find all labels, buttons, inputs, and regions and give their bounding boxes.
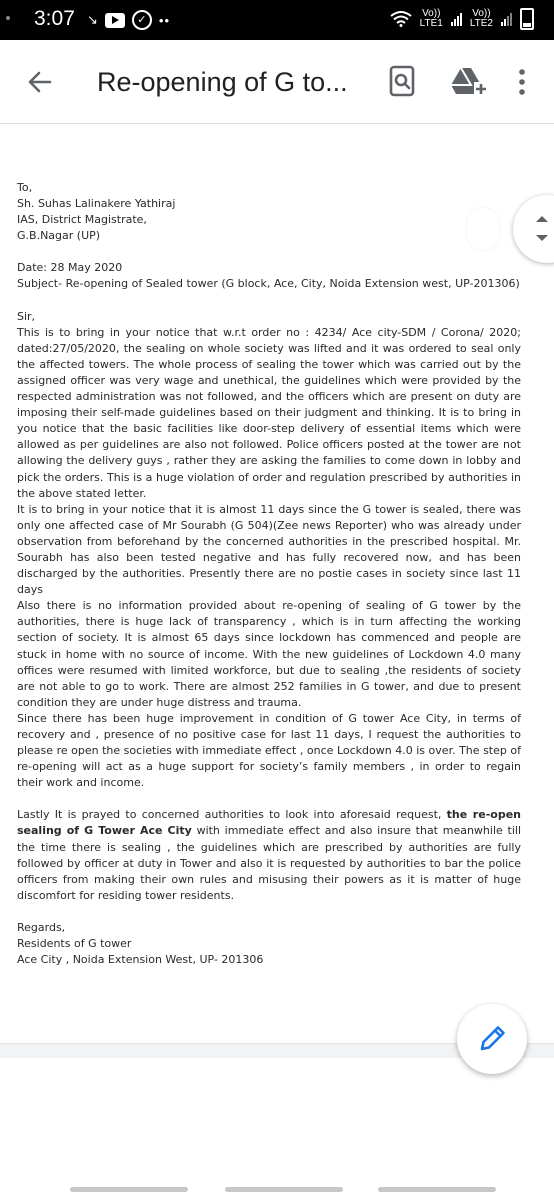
battery-icon <box>520 8 534 30</box>
app-bar-divider <box>0 123 554 124</box>
closing-line-3: Ace City , Noida Extension West, UP- 201306 <box>17 953 264 967</box>
paragraph-5-start: Lastly It is prayed to concerned authorities to look into aforesaid request, <box>17 808 447 822</box>
address-line-3: IAS, District Magistrate, <box>17 213 147 227</box>
address-line-4: G.B.Nagar (UP) <box>17 229 101 243</box>
paragraph-5-end: with immediate effect and also insure that meanwhile till the time there is sealing , the guidelines which are prescribed by authorities are fully followed by officer at duty in Tower and also it is requested by authorities to bar the police officers from making their own rules and misusing their powers as it is matter of huge discomfort for residing tower residents. <box>17 824 521 902</box>
edit-pencil-icon <box>457 1004 527 1074</box>
closing-line-1: Regards, <box>17 920 66 934</box>
paragraph-3: Also there is no information provided about re-opening of sealing of G tower by the authorities, there is huge lack of transparency , which is in turn affecting the working section of society. It is almost 65 days since lockdown has commenced and people are stuck in home with no source of income. With the new guidelines of Lockdown 4.0 many offices were resumed with limited workforce, but due to sealing ,the residents of society are not able to go to work. There are almost 252 families in G tower, and due to present condition they are under huge distress and trauma. <box>17 599 521 709</box>
scroll-button[interactable] <box>513 195 554 263</box>
more-notifications-icon: •• <box>158 12 171 28</box>
address-line-2: Sh. Suhas Lalinakere Yathiraj <box>17 197 176 211</box>
paragraph-5 <box>17 807 521 904</box>
more-vert-icon[interactable] <box>515 66 529 98</box>
notification-icons <box>87 10 170 30</box>
preview-search-icon[interactable] <box>387 64 419 98</box>
check-circle-icon: ✓ <box>132 10 152 30</box>
nav-handle-right <box>378 1187 496 1192</box>
volte2-text: Vo)) <box>472 8 491 19</box>
address-line-1: To, <box>17 181 33 194</box>
back-arrow-icon[interactable] <box>22 64 58 100</box>
status-time: 3:07 <box>34 7 75 30</box>
nav-handle-center <box>225 1187 343 1192</box>
date-line: Date: 28 May 2020 <box>17 261 123 275</box>
salutation: Sir, <box>17 309 36 323</box>
closing-line-2: Residents of G tower <box>17 937 132 951</box>
status-dot <box>6 16 10 20</box>
document-body <box>17 180 521 968</box>
subject-line: Subject- Re-opening of Sealed tower (G block, Ace, City, Noida Extension west, UP-201306) <box>17 277 520 291</box>
paragraph-2: It is to bring in your notice that it is almost 11 days since the G tower is sealed, there was only one affected case of Mr Sourabh (G 504)(Zee news Reporter) who was already under observation from beforehand by the concerned authorities in the prescribed hospital. Mr. Sourabh has also been tested negative and has fully recovered now, and has been discharged by the authorities. Presently there are no postie cases in society since last 11 days <box>17 502 521 597</box>
signal2-icon <box>501 12 512 26</box>
status-bar <box>0 0 554 40</box>
sim1-label <box>420 9 443 29</box>
lte1-text: LTE1 <box>419 18 443 29</box>
signal1-icon <box>451 12 462 26</box>
app-bar <box>0 40 554 124</box>
volte1-text: Vo)) <box>422 8 441 19</box>
page-indicator <box>467 208 499 250</box>
document-title: Re-opening of G to... <box>97 67 348 97</box>
youtube-icon <box>105 13 125 28</box>
missed-call-icon: ↘ <box>87 12 98 27</box>
nav-handle-left <box>70 1187 188 1192</box>
lte2-text: LTE2 <box>469 18 493 29</box>
paragraph-5-bold: the re-open sealing of G Tower Ace City <box>17 808 521 838</box>
paragraph-1: This is to bring in your notice that w.r.t order no : 4234/ Ace city-SDM / Corona/ 2020; dated:27/05/2020, the sealing on whole society was lifted and it was ordered to seal only the affected towers. The whole process of sealing the tower which was carried out by the assigned officer was very wage and unethical, the guidelines which were provided by the respected administration was not followed, and the officers which are present on duty are imposing their self-made guidelines based on their judgment and thinking. It is to bring in you notice that the basic facilities like door-step delivery of essential items which were allowed as per guidelines are also not followed. Police officers posted at the tower are not allowing the delivery guys , rather they are asking the families to come down in lobby and pick the orders. This is a huge violation of order and regulation prescribed by authorities in the above stated letter. <box>17 325 521 500</box>
scroll-up-down-icon <box>513 195 554 263</box>
sim2-label <box>470 9 493 29</box>
add-to-drive-icon[interactable] <box>448 64 488 98</box>
wifi-icon <box>390 11 412 27</box>
paragraph-4: Since there has been huge improvement in condition of G tower Ace City, in terms of recovery and , presence of no positive case for last 11 days, I request the authorities to please re open the societies with immediate effect , once Lockdown 4.0 is over. The step of re-opening will act as a huge support for society’s family members , in order to regain their work and income. <box>17 711 521 790</box>
edit-button[interactable] <box>457 1004 527 1074</box>
status-right <box>390 8 534 30</box>
